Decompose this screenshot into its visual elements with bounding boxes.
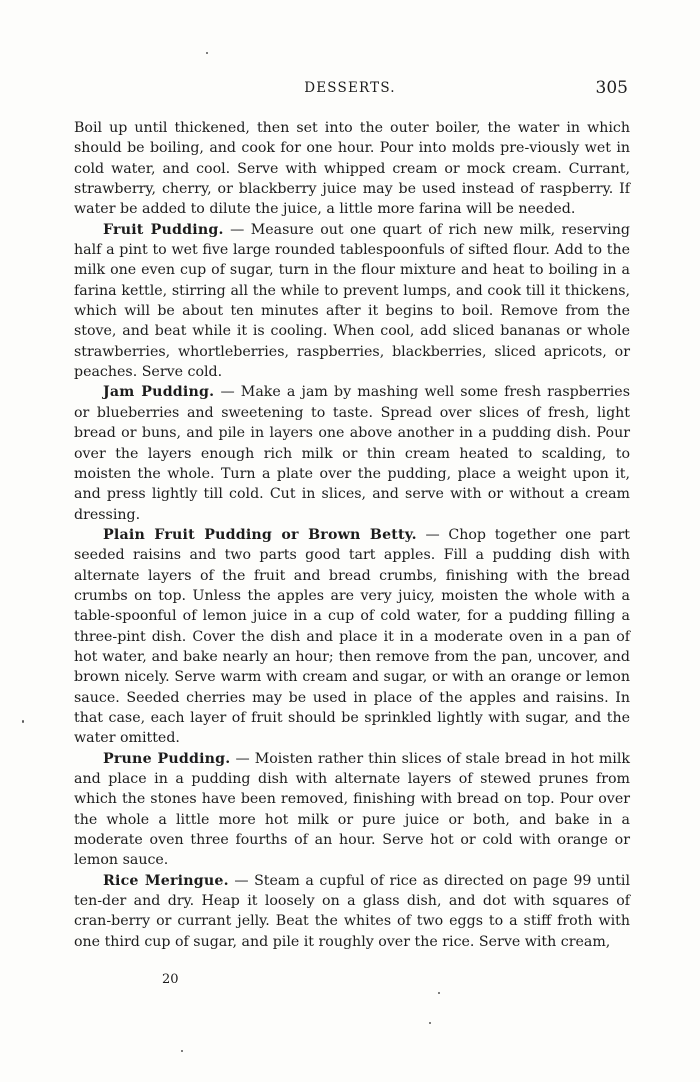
recipe-heading: Prune Pudding. xyxy=(103,750,231,767)
paragraph-text: — Moisten rather thin slices of stale bread in hot milk and place in a pudding dish with alternate layers of stewed prunes from which the stones have been removed, finishing with bread on top. Pour over the whole a little more hot milk or pure juice or both, and bake in a moderate oven three fourths of an hour. Serve hot or cold with orange or lemon sauce. xyxy=(74,750,630,869)
paragraph-continuation xyxy=(74,118,630,220)
recipe-heading: Rice Meringue. xyxy=(103,872,229,889)
paper-speck xyxy=(429,1022,431,1024)
recipe-rice-meringue xyxy=(74,871,630,952)
body-text xyxy=(74,118,630,952)
paper-speck xyxy=(181,1050,183,1052)
paragraph-text: — Chop together one part seeded raisins and two parts good tart apples. Fill a pudding dish with alternate layers of the fruit and bread crumbs, finishing with the bread crumbs on top. Unless the apples are very juicy, moisten the whole with a table-spoonful of lemon juice in a cup of cold water, for a pudding filling a three-pint dish. Cover the dish and place it in a moderate oven in a pan of hot water, and bake nearly an hour; then remove from the pan, uncover, and brown nicely. Serve warm with cream and sugar, or with an orange or lemon sauce. Seeded cherries may be used in place of the apples and raisins. In that case, each layer of fruit should be sprinkled lightly with sugar, and the water omitted. xyxy=(74,526,630,747)
recipe-fruit-pudding xyxy=(74,220,630,383)
running-title: DESSERTS. xyxy=(304,80,396,96)
recipe-heading: Jam Pudding. xyxy=(103,384,215,401)
paragraph-text: Boil up until thickened, then set into the outer boiler, the water in which should be boiling, and cook for one hour. Pour into molds pre-viously wet in cold water, and cool. Serve with whipped cream or mock cream. Currant, strawberry, cherry, or blackberry juice may be used instead of raspberry. If water be added to dilute the juice, a little more farina will be needed. xyxy=(74,120,630,218)
paper-speck xyxy=(22,720,24,723)
page-header xyxy=(0,78,700,102)
paragraph-text: — Steam a cupful of rice as directed on page 99 until ten-der and dry. Heap it loosely on a glass dish, and dot with squares of cran-berry or currant jelly. Beat the whites of two eggs to a stiff froth with one third cup of sugar, and pile it roughly over the rice. Serve with cream, xyxy=(74,872,630,950)
recipe-brown-betty xyxy=(74,525,630,749)
paper-speck xyxy=(438,992,440,994)
recipe-heading: Plain Fruit Pudding or Brown Betty. xyxy=(103,526,417,543)
paragraph-text: — Measure out one quart of rich new milk, reserving half a pint to wet five large rounded tablespoonfuls of sifted flour. Add to the milk one even cup of sugar, turn in the flour mixture and heat to boiling in a farina kettle, stirring all the while to prevent lumps, and cook till it thickens, which will be about ten minutes after it begins to boil. Remove from the stove, and beat while it is cooling. When cool, add sliced bananas or whole strawberries, whortleberries, raspberries, blackberries, sliced apricots, or peaches. Serve cold. xyxy=(74,221,630,381)
paragraph-text: — Make a jam by mashing well some fresh raspberries or blueberries and sweetening to taste. Spread over slices of fresh, light bread or buns, and pile in layers one above another in a pudding dish. Pour over the layers enough rich milk or thin cream heated to scalding, to moisten the whole. Turn a plate over the pudding, place a weight upon it, and press lightly till cold. Cut in slices, and serve with or without a cream dressing. xyxy=(74,384,630,523)
page-number: 305 xyxy=(595,78,628,98)
recipe-jam-pudding xyxy=(74,382,630,524)
paper-speck xyxy=(206,52,208,54)
signature-mark: 20 xyxy=(162,972,179,987)
recipe-heading: Fruit Pudding. xyxy=(103,221,224,238)
recipe-prune-pudding xyxy=(74,749,630,871)
